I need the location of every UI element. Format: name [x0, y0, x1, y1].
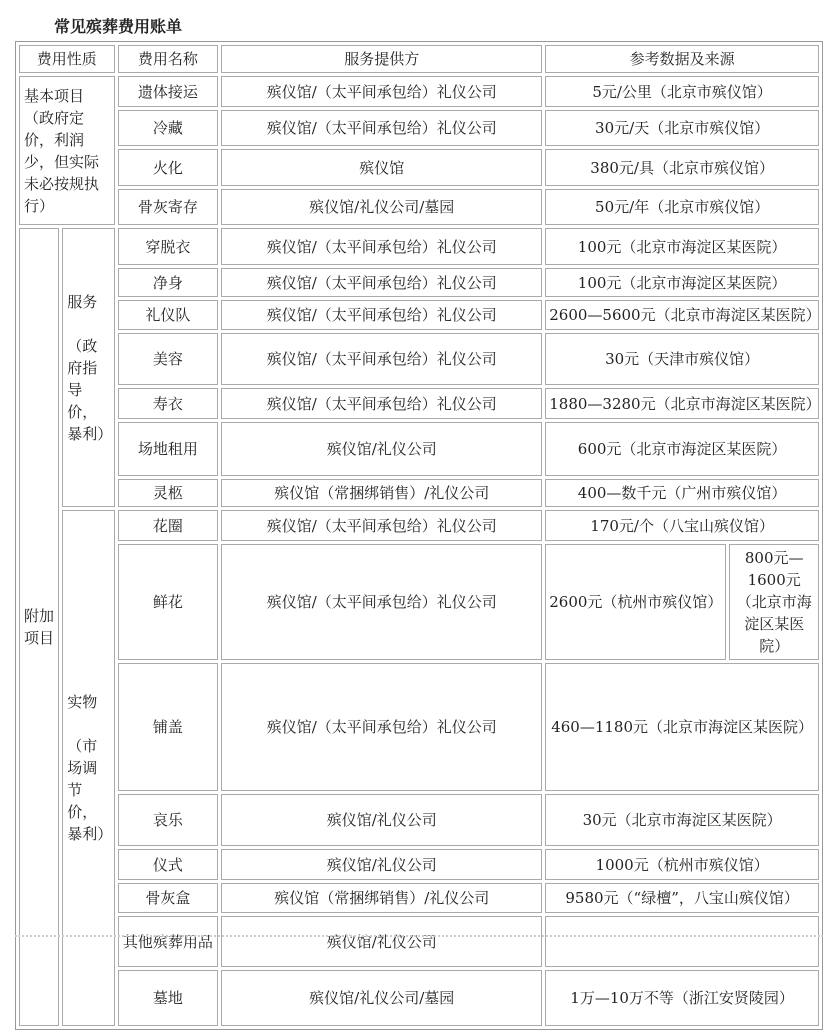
- table-row: [19, 422, 819, 476]
- table-row: [19, 333, 819, 385]
- item-name: 灵柩: [118, 479, 219, 507]
- item-name: 穿脱衣: [118, 228, 219, 265]
- item-reference: 100元（北京市海淀区某医院）: [545, 228, 819, 265]
- item-provider: 殡仪馆/礼仪公司/墓园: [221, 970, 542, 1026]
- item-reference: 1万—10万不等（浙江安贤陵园）: [545, 970, 819, 1026]
- item-reference: [545, 916, 819, 967]
- item-reference: 2600元（杭州市殡仪馆）: [545, 544, 726, 660]
- item-reference: 30元（天津市殡仪馆）: [545, 333, 819, 385]
- funeral-cost-table: [15, 41, 823, 1030]
- item-provider: 殡仪馆/（太平间承包给）礼仪公司: [221, 228, 542, 265]
- item-provider: 殡仪馆（常捆绑销售）/礼仪公司: [221, 883, 542, 913]
- item-provider: 殡仪馆/礼仪公司: [221, 849, 542, 880]
- subcategory: 服务 （政府指导价，暴利）: [62, 228, 114, 507]
- table-row: [19, 479, 819, 507]
- table-row: [19, 916, 819, 967]
- header-row: [19, 45, 819, 73]
- category-basic: 基本项目（政府定价，利润少，但实际未必按规执行）: [19, 76, 115, 225]
- item-reference: 400—数千元（广州市殡仪馆）: [545, 479, 819, 507]
- item-name: 遗体接运: [118, 76, 219, 107]
- item-name: 礼仪队: [118, 300, 219, 330]
- item-provider: 殡仪馆/礼仪公司/墓园: [221, 189, 542, 225]
- table-row: [19, 388, 819, 419]
- item-reference: 30元/天（北京市殡仪馆）: [545, 110, 819, 146]
- table-row: [19, 849, 819, 880]
- item-name: 美容: [118, 333, 219, 385]
- item-reference: 9580元（“绿檀”，八宝山殡仪馆）: [545, 883, 819, 913]
- table-row: [19, 300, 819, 330]
- item-provider: 殡仪馆/（太平间承包给）礼仪公司: [221, 300, 542, 330]
- item-name: 其他殡葬用品: [118, 916, 219, 967]
- item-name: 冷藏: [118, 110, 219, 146]
- item-name: 骨灰寄存: [118, 189, 219, 225]
- header-reference: 参考数据及来源: [545, 45, 819, 73]
- item-reference: 1880—3280元（北京市海淀区某医院）: [545, 388, 819, 419]
- item-reference: 50元/年（北京市殡仪馆）: [545, 189, 819, 225]
- item-reference: 2600—5600元（北京市海淀区某医院）: [545, 300, 819, 330]
- item-reference: 170元/个（八宝山殡仪馆）: [545, 510, 819, 541]
- item-reference: 460—1180元（北京市海淀区某医院）: [545, 663, 819, 791]
- item-name: 墓地: [118, 970, 219, 1026]
- table-row: [19, 794, 819, 846]
- table-row: [19, 228, 819, 265]
- header-name: 费用名称: [118, 45, 219, 73]
- document-title: 常见殡葬费用账单: [54, 17, 183, 36]
- item-provider: 殡仪馆/（太平间承包给）礼仪公司: [221, 663, 542, 791]
- item-name: 骨灰盒: [118, 883, 219, 913]
- table-row: [19, 189, 819, 225]
- item-reference: 380元/具（北京市殡仪馆）: [545, 149, 819, 186]
- table-row: [19, 268, 819, 297]
- item-name: 铺盖: [118, 663, 219, 791]
- item-provider: 殡仪馆/礼仪公司: [221, 422, 542, 476]
- table-row: [19, 110, 819, 146]
- item-name: 花圈: [118, 510, 219, 541]
- item-provider: 殡仪馆/（太平间承包给）礼仪公司: [221, 544, 542, 660]
- item-reference: 600元（北京市海淀区某医院）: [545, 422, 819, 476]
- category-additional: 附加项目: [19, 228, 59, 1026]
- item-name: 哀乐: [118, 794, 219, 846]
- item-name: 火化: [118, 149, 219, 186]
- header-provider: 服务提供方: [221, 45, 542, 73]
- header-nature: 费用性质: [19, 45, 115, 73]
- item-name: 寿衣: [118, 388, 219, 419]
- item-reference: 5元/公里（北京市殡仪馆）: [545, 76, 819, 107]
- item-provider: 殡仪馆/（太平间承包给）礼仪公司: [221, 110, 542, 146]
- table-row: [19, 544, 819, 660]
- item-reference: 100元（北京市海淀区某医院）: [545, 268, 819, 297]
- item-provider: 殡仪馆/（太平间承包给）礼仪公司: [221, 510, 542, 541]
- item-provider: 殡仪馆: [221, 149, 542, 186]
- item-provider: 殡仪馆（常捆绑销售）/礼仪公司: [221, 479, 542, 507]
- item-provider: 殡仪馆/（太平间承包给）礼仪公司: [221, 333, 542, 385]
- table-row: [19, 510, 819, 541]
- item-name: 仪式: [118, 849, 219, 880]
- table-row: [19, 970, 819, 1026]
- item-provider: 殡仪馆/礼仪公司: [221, 794, 542, 846]
- table-row: [19, 883, 819, 913]
- item-reference-alt: 800元—1600元（北京市海淀区某医院）: [729, 544, 819, 660]
- item-name: 场地租用: [118, 422, 219, 476]
- table-row: [19, 663, 819, 791]
- item-provider: 殡仪馆/（太平间承包给）礼仪公司: [221, 388, 542, 419]
- subcategory: 实物 （市场调节价，暴利）: [62, 510, 114, 1026]
- item-reference: 1000元（杭州市殡仪馆）: [545, 849, 819, 880]
- item-reference: 30元（北京市海淀区某医院）: [545, 794, 819, 846]
- divider: [15, 935, 823, 937]
- item-provider: 殡仪馆/（太平间承包给）礼仪公司: [221, 76, 542, 107]
- item-name: 净身: [118, 268, 219, 297]
- item-provider: 殡仪馆/礼仪公司: [221, 916, 542, 967]
- table-row: [19, 149, 819, 186]
- item-provider: 殡仪馆/（太平间承包给）礼仪公司: [221, 268, 542, 297]
- table-row: [19, 76, 819, 107]
- item-name: 鲜花: [118, 544, 219, 660]
